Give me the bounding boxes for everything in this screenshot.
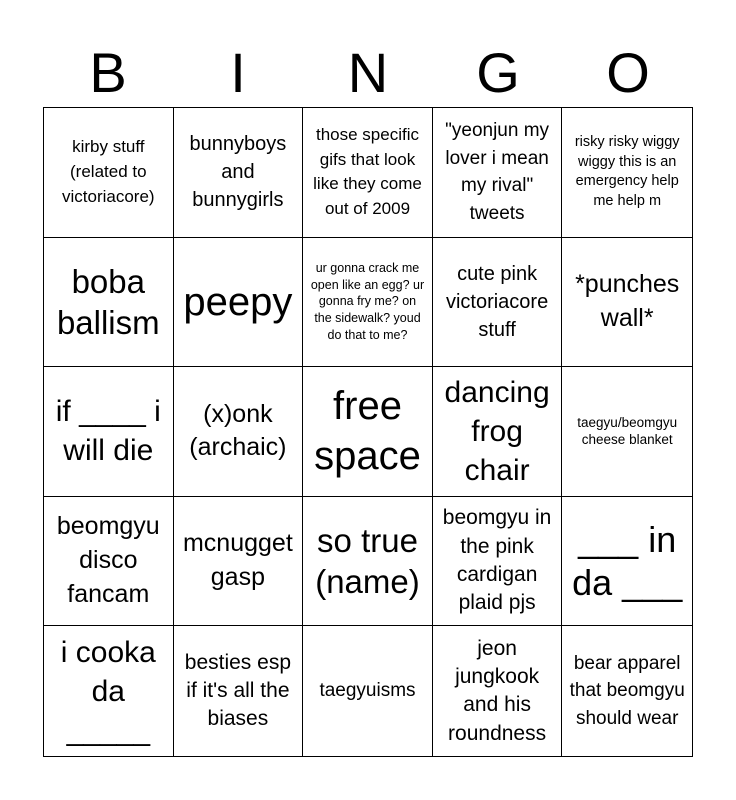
bingo-cell[interactable] [44, 238, 174, 368]
bingo-cell[interactable] [562, 238, 692, 368]
free-space-cell[interactable] [303, 367, 433, 497]
header-letter-b: B [89, 41, 127, 104]
bingo-cell[interactable] [303, 626, 433, 756]
bingo-cell[interactable] [433, 238, 563, 368]
bingo-cell[interactable] [433, 367, 563, 497]
header-letter-o: O [606, 41, 650, 104]
bingo-cell[interactable] [433, 626, 563, 756]
bingo-cell[interactable] [303, 108, 433, 238]
cell-text: those specific gifs that look like they come out of 2009 [313, 125, 422, 218]
cell-text: risky risky wiggy wiggy this is an emergency help me help m [574, 134, 680, 209]
cell-text: ___ in da ___ [572, 518, 683, 604]
cell-text: beomgyu disco fancam [56, 512, 160, 608]
cell-text: so true (name) [315, 521, 420, 601]
cell-text: (x)onk (archaic) [189, 399, 287, 462]
cell-text: boba ballism [56, 262, 160, 341]
bingo-cell[interactable] [174, 626, 304, 756]
bingo-cell[interactable] [174, 238, 304, 368]
bingo-cell[interactable] [303, 238, 433, 368]
cell-text: "yeonjun my lover i mean my rival" tweets [445, 120, 550, 224]
bingo-cell[interactable] [44, 626, 174, 756]
cell-text: i cooka da _____ [60, 635, 156, 747]
bingo-cell[interactable] [433, 497, 563, 627]
bingo-cell[interactable] [174, 497, 304, 627]
bingo-cell[interactable] [44, 108, 174, 238]
cell-text: besties esp if it's all the biases [184, 650, 291, 731]
cell-text: kirby stuff (related to victoriacore) [62, 137, 155, 206]
cell-text: peepy [183, 279, 293, 324]
bingo-cell[interactable] [562, 626, 692, 756]
cell-text: taegyu/beomgyu cheese blanket [577, 414, 678, 448]
bingo-cell[interactable] [562, 497, 692, 627]
cell-text: *punches wall* [575, 270, 680, 332]
cell-text: free space [314, 384, 421, 479]
header-letter-g: G [476, 41, 520, 104]
cell-text: if ____ i will die [55, 395, 161, 468]
bingo-cell[interactable] [433, 108, 563, 238]
bingo-cell[interactable] [303, 497, 433, 627]
cell-text: taegyuisms [319, 680, 416, 702]
header-letter-i: I [230, 41, 246, 104]
bingo-board [43, 107, 693, 757]
bingo-cell[interactable] [44, 367, 174, 497]
cell-text: cute pink victoriacore stuff [445, 262, 549, 341]
cell-text: bear apparel that beomgyu should wear [569, 652, 685, 729]
header-letter-n: N [347, 41, 389, 104]
bingo-cell[interactable] [562, 367, 692, 497]
bingo-cell[interactable] [562, 108, 692, 238]
cell-text: dancing frog chair [444, 375, 550, 487]
bingo-header [43, 40, 693, 106]
cell-text: mcnugget gasp [182, 529, 293, 592]
bingo-cell[interactable] [44, 497, 174, 627]
bingo-cell[interactable] [174, 108, 304, 238]
cell-text: ur gonna crack me open like an egg? ur gonna fry me? on the sidewalk? youd do that to me? [310, 260, 425, 343]
cell-text: bunnyboys and bunnygirls [189, 133, 287, 212]
cell-text: jeon jungkook and his roundness [448, 636, 547, 745]
bingo-cell[interactable] [174, 367, 304, 497]
cell-text: beomgyu in the pink cardigan plaid pjs [442, 506, 552, 615]
